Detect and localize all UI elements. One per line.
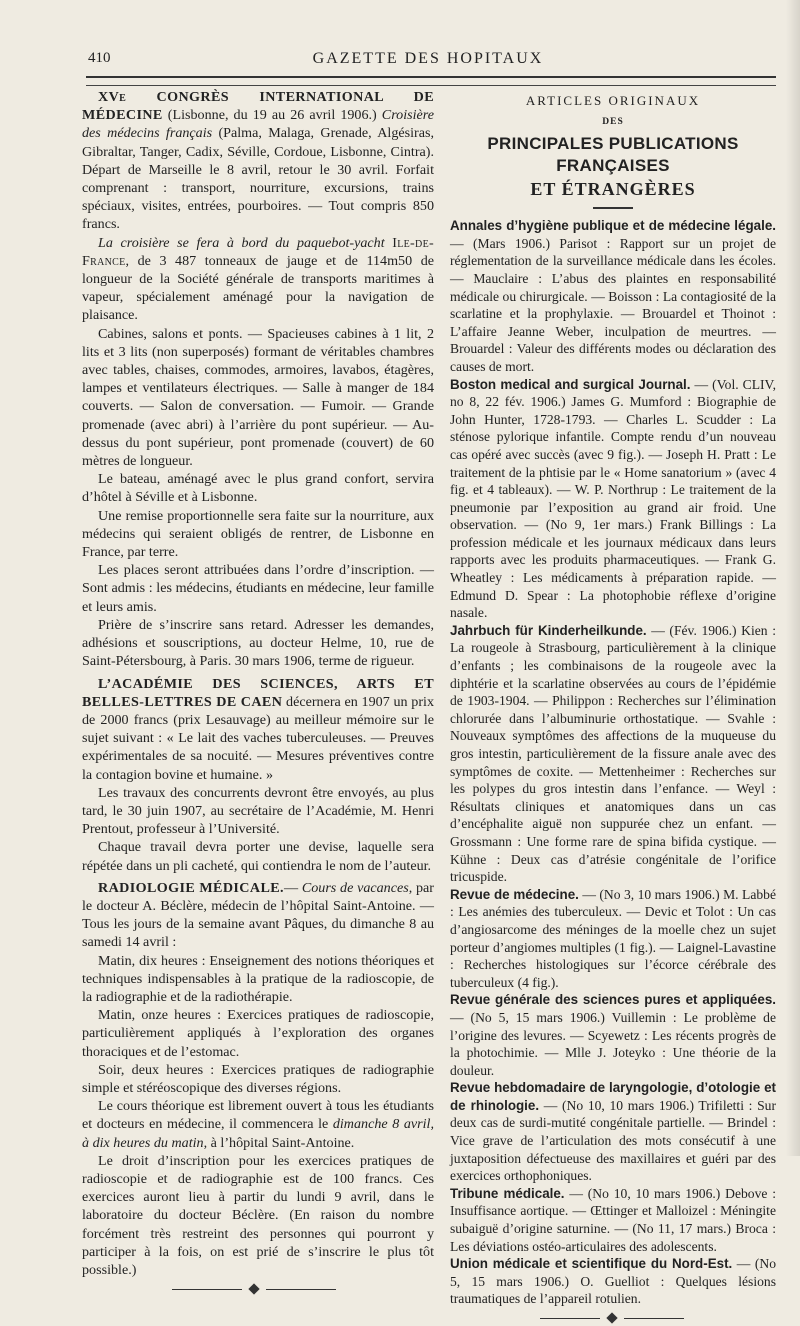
- congres-paragraph-3: Cabines, salons et ponts. — Spacieuses cabines à 1 lit, 2 lits et 3 lits (non superposés) formant de véritables chambres avec tables, chaises, commodes, armoires, lavabos, étagères, lampes et ventilateurs électriques. — Salle à manger de 184 couverts. — Salon de conversation. — Fumoir. — Grande promenade (avec abri) à l’arrière du pont supérieur. — Au-dessus du pont supérieur, pont promenade (couvert) de 60 mètres de longueur.: [82, 325, 434, 470]
- academie-prize-text: décernera en 1907 un prix de 2000 francs (prix Lesauvage) au meilleur mémoire sur le sujet suivant : « Le lait des vaches tuberculeuses. — Preuves expérimentales de sa nocuité. — Mesures préventives contre la contagion bovine et humaine. »: [82, 693, 434, 783]
- entry-text: — (No 5, 15 mars 1906.) Vuillemin : Le problème de l’origine des levures. — Scyewetz : Les récents progrès de la photochimie. — Mlle J. Joteyko : Une théorie de la douleur.: [450, 1009, 776, 1078]
- journal-name: Tribune médicale.: [450, 1185, 565, 1201]
- publication-entry: [450, 991, 776, 1079]
- congres-dates: (Lisbonne, du 19 au 26 avril 1906.): [162, 107, 382, 124]
- journal-title: GAZETTE DES HOPITAUX: [312, 50, 544, 67]
- journal-name: Revue hebdomadaire de laryngologie, d’otologie et de rhinologie.: [450, 1080, 776, 1113]
- ornament-diamond: [606, 1312, 617, 1323]
- radio-course-open: Le cours théorique est librement ouvert à tous les étudiants et docteurs en médecine, il commencera le: [82, 1098, 434, 1133]
- congres-paragraph-6: Les places seront attribuées dans l’ordre d’inscription. — Sont admis : les médecins, étudiants en médecine, leur famille et leurs amis.: [82, 562, 434, 615]
- right-column: [450, 88, 776, 1326]
- page-number: 410: [88, 50, 111, 66]
- section-title-line-1: PRINCIPALES PUBLICATIONS FRANÇAISES: [487, 134, 739, 176]
- radio-course-date: dimanche 8 avril, à dix heures du matin: [82, 1116, 434, 1151]
- section-title-line-2: ET ÉTRANGÈRES: [530, 179, 696, 200]
- publication-entry: [450, 1255, 776, 1308]
- publication-entry: [450, 886, 776, 992]
- journal-name: Revue générale des sciences pures et appliquées.: [450, 992, 776, 1008]
- congres-heading: XVe CONGRÈS INTERNATIONAL DE MÉDECINE: [82, 89, 434, 124]
- croisiere-note: La croisière se fera à bord du paquebot-yacht: [98, 234, 385, 251]
- ornament-line-right: [266, 1289, 336, 1290]
- academie-paragraph-3: Chaque travail devra porter une devise, laquelle sera répétée dans un pli cacheté, qui contiendra le nom de l’auteur.: [82, 839, 434, 874]
- congres-paragraph-7: Prière de s’inscrire sans retard. Adresser les demandes, adhésions et souscriptions, au docteur Helme, 10, rue de Saint-Pétersbourg, à Paris. 30 mars 1906, terme de rigueur.: [82, 616, 434, 670]
- radio-paragraph-2: Matin, dix heures : Enseignement des notions théoriques et techniques indispensables à la pratique de la radioscopie, de la radiographie et de la radiothérapie.: [82, 952, 434, 1005]
- publication-entry: [450, 376, 776, 622]
- academie-paragraph-1: [82, 675, 434, 784]
- congres-paragraph-4: Le bateau, aménagé avec le plus grand confort, servira d’hôtel à Séville et à Lisbonne.: [82, 471, 434, 506]
- section-label: ARTICLES ORIGINAUX: [525, 93, 701, 108]
- entry-text: — (Fév. 1906.) Kien : La rougeole à Strasbourg, particulièrement à la clinique d’enfants ; les combinaisons de la rougeole avec la diphtérie et la scarlatine observées au cours de l’épidémie de 1903-1904. — Philippon : Recherches sur l’élimination chlorurée dans l’albuminurie orthostatique. — Svahle : Nouveaux symptômes des affections de la muqueuse du gros intestin, particulièrement de la fissure anale avec des symptômes de coxite. — Mettenheimer : Recherches sur les polypes du gros intestin dans l’enfance. — Weyl : Résultats cliniques et anatomiques dans un cas d’encéphalite aiguë non suppurée chez un enfant. — Grossmann : Une forme rare de spina bifida cystique. — Kühne : Deux cas d’atrésie congénitale de l’orifice tricuspide.: [450, 622, 776, 885]
- congres-details: (Palma, Malaga, Grenade, Algésiras, Gibraltar, Tanger, Cadix, Séville, Cordoue, Lisbonne, Cintra). Départ de Marseille le 8 avril, retour le 30 avril. Forfait comprenant : transport, nourriture, excursions, trains spéciaux, visites, entrées, pourboires. — Tout compris 850 francs.: [82, 125, 434, 233]
- list-end-ornament: [450, 1312, 776, 1326]
- entry-text: — (Mars 1906.) Parisot : Rapport sur un projet de réglementation de la surveillance médicale dans les écoles. — Mauclaire : L’abus des plaintes en responsabilité médicale ou chirurgicale. — Boisson : La contagiosité de la scarlatine et la prophylaxie. — Brouardel et Thoinot : L’affaire Jeanne Weber, inculpation de meurtres. — Brouardel : Valeur des différents modes ou déclaration des causes de mort.: [450, 235, 776, 374]
- congres-paragraph-5: Une remise proportionnelle sera faite sur la nourriture, aux médecins qui seraient obligés de rentrer, de Lisbonne en France, par terre.: [82, 507, 434, 561]
- congres-paragraph-2: [82, 234, 434, 325]
- entry-text: — (No 5, 15 mars 1906.) O. Guelliot : Quelques lésions traumatiques de l’appareil rotulien.: [450, 1256, 776, 1307]
- publication-entry: [450, 1079, 776, 1185]
- radio-heading: RADIOLOGIE MÉDICALE.: [98, 879, 284, 896]
- ornament-line-left: [172, 1289, 242, 1290]
- ornament-line-right: [624, 1318, 684, 1319]
- left-column: [82, 88, 434, 1297]
- congres-paragraph-1: [82, 88, 434, 234]
- radio-paragraph-3: Matin, onze heures : Exercices pratiques de radioscopie, particulièrement appliqués à l’exploration des organes thoraciques et de l’estomac.: [82, 1007, 434, 1060]
- journal-name: Revue de médecine.: [450, 886, 579, 902]
- ship-name: Ile-de-France: [82, 234, 434, 269]
- publication-entry: [450, 1185, 776, 1255]
- radio-course-details: , par le docteur A. Béclère, médecin de l’hôpital Saint-Antoine. — Tous les jours de la semaine avant Pâques, du dimanche 8 au samedi 14 avril :: [82, 879, 434, 951]
- ornament-line-left: [540, 1318, 600, 1319]
- radio-paragraph-5: [82, 1097, 434, 1152]
- academie-paragraph-2: Les travaux des concurrents devront être envoyés, au plus tard, le 30 juin 1907, au secrétaire de l’Académie, M. Henri Prentout, professeur à l’Université.: [82, 784, 434, 838]
- section-end-ornament: [82, 1283, 434, 1297]
- croisiere-title: Croisière des médecins français: [82, 107, 434, 142]
- header-double-rule: [86, 76, 776, 86]
- radio-paragraph-1: [82, 879, 434, 952]
- running-header: [88, 50, 768, 72]
- page-edge-shadow: [786, 0, 800, 1156]
- entry-text: — (No 10, 10 mars 1906.) Debove : Insuffisance aortique. — Œttinger et Malloizel : Méningite subaiguë d’origine saturnine. — (No 11, 17 mars.) Broca : Les déviations ostéo-articulaires des adolescents.: [450, 1185, 776, 1254]
- radio-dash: —: [283, 879, 302, 896]
- radio-course-title: Cours de vacances: [301, 879, 409, 896]
- journal-name: Jahrbuch für Kinderheilkunde.: [450, 622, 647, 638]
- entry-text: — (No 10, 10 mars 1906.) Trifiletti : Sur deux cas de surdi-mutité congénitale partielle. — Brindel : Vice grave de l’articulation des mots consécutif à une juxtaposition défectueuse des maxillaires et guéri par des exercices orthophoniques.: [450, 1097, 776, 1184]
- entry-text: — (Vol. CLIV, no 8, 22 fév. 1906.) James G. Mumford : Biographie de John Hunter, 1728-1793. — Charles L. Scudder : La sténose pylorique infantile. Compte rendu d’un nouveau cas opéré avec succès (avec 9 fig.). — Joseph H. Pratt : Le traitement de la phtisie par le « Home sanatorium » (avec 4 fig. et 4 tableaux). — W. P. Northrup : Le traitement de la pneumonie par l’exposition au grand air froid. Une observation. — (No 9, 1er mars.) Frank Billings : La profession médicale et les journaux médicaux dans leurs rapports avec les produits pharmaceutiques. — Frank G. Wheatley : Les médicaments à préparation rapide. — Edmund D. Spear : La photophobie réflexe d’origine nasale.: [450, 376, 776, 621]
- publication-entry: [450, 622, 776, 886]
- academie-heading: L’ACADÉMIE DES SCIENCES, ARTS ET BELLES-LETTRES DE CAEN: [82, 675, 434, 710]
- radio-course-place: , à l’hôpital Saint-Antoine.: [203, 1134, 355, 1151]
- radio-paragraph-6: Le droit d’inscription pour les exercices pratiques de radioscopie et de radiographie est de 100 francs. Ces exercices auront lieu à partir du lundi 9 avril, dans le laboratoire du docteur Béclère. (En raison du nombre forcément très restreint des personnes qui pourront y participer à la fois, on est prié de s’inscrire le plus tôt possible.): [82, 1152, 434, 1278]
- publication-entry: [450, 217, 776, 375]
- section-des: DES: [602, 116, 624, 127]
- publication-list: [450, 217, 776, 1308]
- ornament-diamond: [248, 1284, 259, 1295]
- journal-name: Union médicale et scientifique du Nord-Est.: [450, 1256, 733, 1272]
- ship-details: , de 3 487 tonneaux de jauge et de 114m50 de longueur de la Société générale de transports maritimes à vapeur, spécialement aménagé pour la navigation de plaisance.: [82, 252, 434, 324]
- journal-name: Annales d’hygiène publique et de médecine légale.: [450, 218, 776, 234]
- journal-name: Boston medical and surgical Journal.: [450, 376, 691, 392]
- title-rule: [593, 207, 633, 209]
- radio-paragraph-4: Soir, deux heures : Exercices pratiques de radiographie simple et stéréoscopique des diverses régions.: [82, 1061, 434, 1096]
- entry-text: — (No 3, 10 mars 1906.) M. Labbé : Les anémies des tuberculeux. — Devic et Tolot : Un cas d’angiosarcome des méninges de la moelle chez un sujet porteur d’angiomes multiples (1 fig.). — Laignel-Lavastine : Recherches histologiques sur l’écorce cérébrale des tuberculeux (4 fig.).: [450, 886, 776, 990]
